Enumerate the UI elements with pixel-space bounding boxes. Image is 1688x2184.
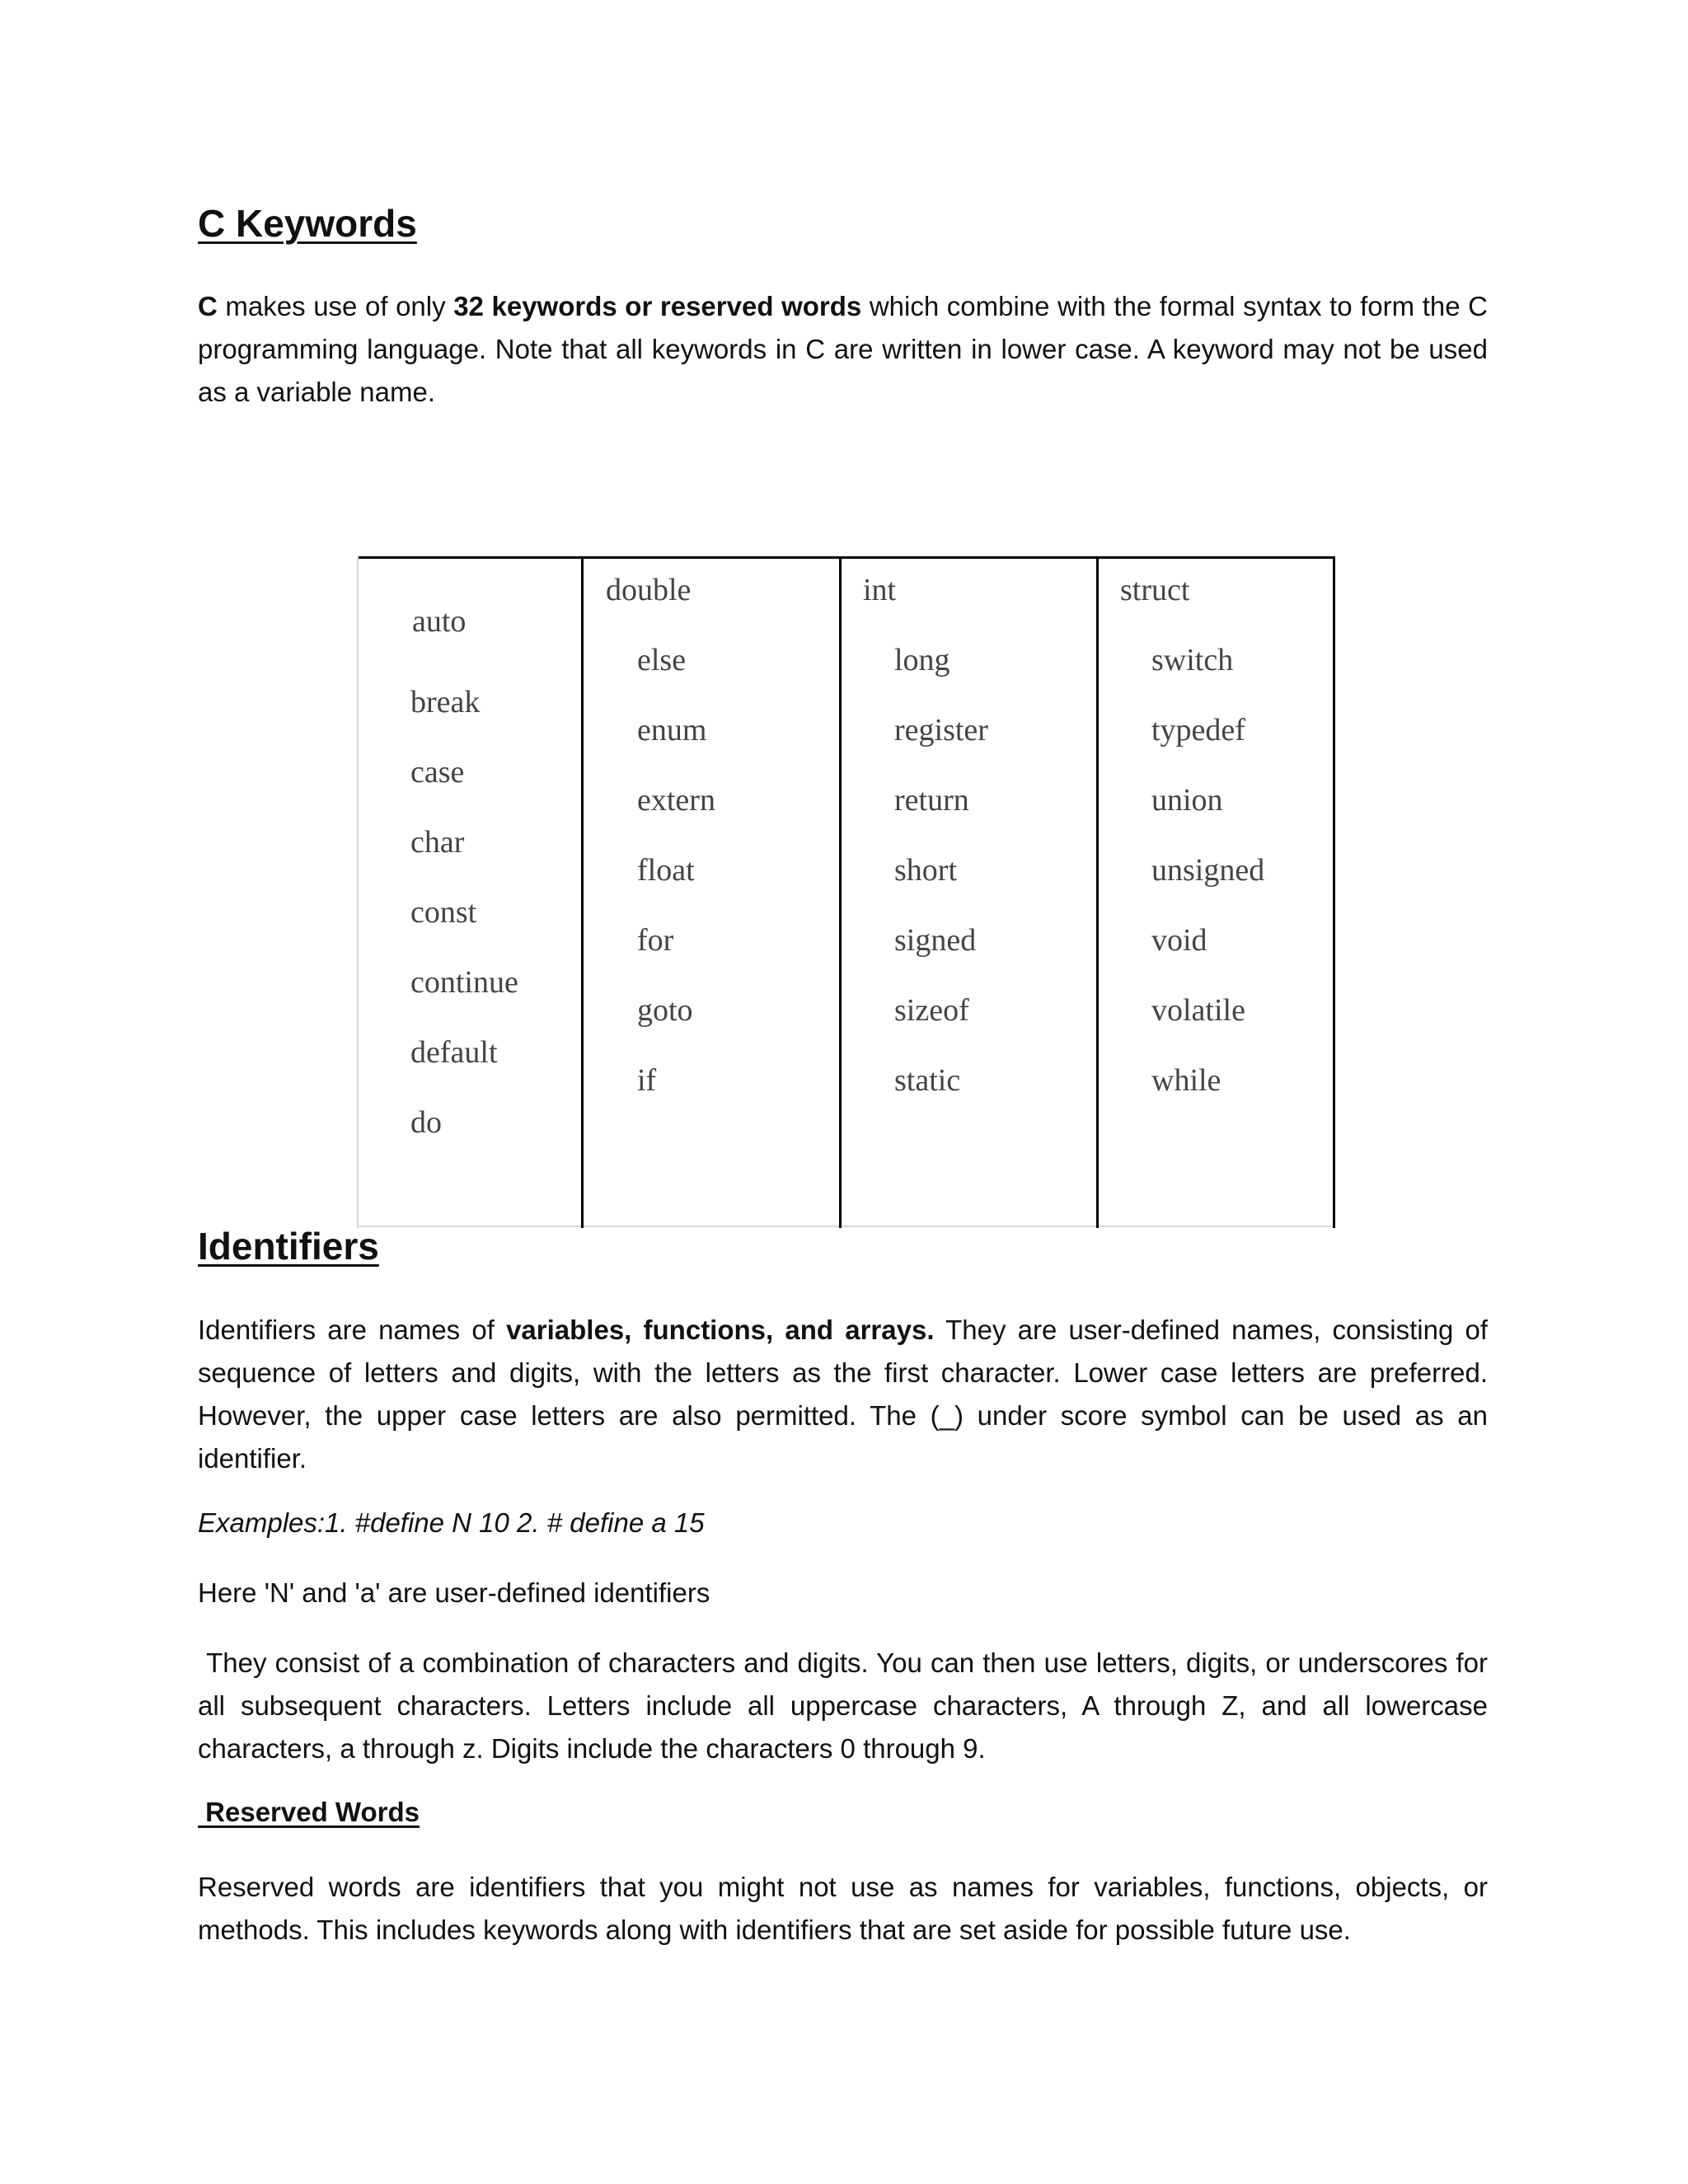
keywords-table <box>357 556 1335 1228</box>
note-block <box>198 1572 1488 1615</box>
keyword-cell: enum <box>637 713 707 748</box>
table-column-divider <box>1096 556 1099 1228</box>
intro-text-b: which combine with the formal syntax to form the C programming language. Note that all keywords in C are written in lower case. A keyword may not be used as a variable name. <box>198 291 1488 407</box>
identifiers-paragraph <box>198 1309 1488 1480</box>
keyword-cell: long <box>894 643 950 677</box>
keyword-cell: continue <box>410 965 518 1000</box>
keyword-cell: register <box>894 713 988 748</box>
keyword-cell: void <box>1151 923 1207 958</box>
keyword-cell: break <box>410 685 481 719</box>
keyword-cell: return <box>894 783 969 818</box>
keyword-cell: int <box>863 573 897 607</box>
reserved-body <box>198 1866 1488 1952</box>
keyword-cell: while <box>1151 1063 1221 1098</box>
intro-text-a: makes use of only <box>217 291 454 321</box>
keyword-cell: auto <box>412 604 467 639</box>
keyword-cell: float <box>637 853 695 888</box>
table-column-divider <box>839 556 842 1228</box>
keyword-cell: union <box>1151 783 1223 818</box>
keyword-cell: sizeof <box>894 993 969 1028</box>
identifiers-body-2 <box>198 1642 1496 1770</box>
keywords-intro-paragraph <box>198 285 1488 414</box>
keyword-cell: short <box>894 853 957 888</box>
ident-bold: variables, functions, and arrays. <box>506 1315 935 1345</box>
reserved-words-heading: Reserved Words <box>198 1797 420 1827</box>
keyword-cell: double <box>606 573 692 607</box>
keyword-cell: default <box>410 1035 498 1070</box>
table-left-border <box>357 556 359 1228</box>
keyword-cell: const <box>410 895 477 930</box>
keyword-cell: char <box>410 825 465 860</box>
ident-text-a: Identifiers are names of <box>198 1315 507 1345</box>
table-column-divider <box>581 556 584 1228</box>
ident-text-b: They are user-defined names, consisting of sequence of letters and digits, with the letters as the first character. Lower case letters are preferred. However, the upper case letters are also permitted. The (_) under score symbol can be used as an identifier. <box>198 1315 1488 1474</box>
keyword-cell: goto <box>637 993 693 1028</box>
keyword-cell: static <box>894 1063 961 1098</box>
identifiers-note: Here 'N' and 'a' are user-defined identifiers <box>198 1577 710 1608</box>
keyword-cell: signed <box>894 923 977 958</box>
table-right-border <box>1333 556 1335 1228</box>
keyword-cell: do <box>410 1105 442 1140</box>
keyword-cell: for <box>637 923 674 958</box>
keywords-intro <box>198 285 1488 414</box>
examples-line: Examples:1. #define N 10 2. # define a 15 <box>198 1507 705 1538</box>
keyword-cell: typedef <box>1151 713 1245 748</box>
keyword-cell: extern <box>637 783 715 818</box>
intro-count-bold: 32 keywords or reserved words <box>453 291 862 321</box>
identifiers-paragraph-2: They consist of a combination of characters and digits. You can then use letters, digits, or underscores for all subsequent characters. Letters include all uppercase characters, A through Z, and all lowercase characters, a through z. Digits include the characters 0 through 9. <box>198 1647 1496 1764</box>
examples-block <box>198 1502 1488 1544</box>
intro-c-bold: C <box>198 291 218 321</box>
keyword-cell: volatile <box>1151 993 1245 1028</box>
keyword-cell: if <box>637 1063 657 1098</box>
identifiers-heading: Identifiers <box>198 1225 379 1268</box>
keyword-cell: switch <box>1151 643 1234 677</box>
reserved-paragraph: Reserved words are identifiers that you might not use as names for variables, functions, objects, or methods. This includes keywords along with identifiers that are set aside for possible future use. <box>198 1872 1488 1945</box>
keywords-heading: C Keywords <box>198 202 417 245</box>
identifiers-body <box>198 1309 1488 1480</box>
keyword-cell: case <box>410 755 465 790</box>
table-bottom-border <box>357 1226 1335 1227</box>
keyword-cell: struct <box>1120 573 1190 607</box>
keyword-cell: else <box>637 643 687 677</box>
keyword-cell: unsigned <box>1151 853 1265 888</box>
table-top-border <box>357 556 1335 559</box>
